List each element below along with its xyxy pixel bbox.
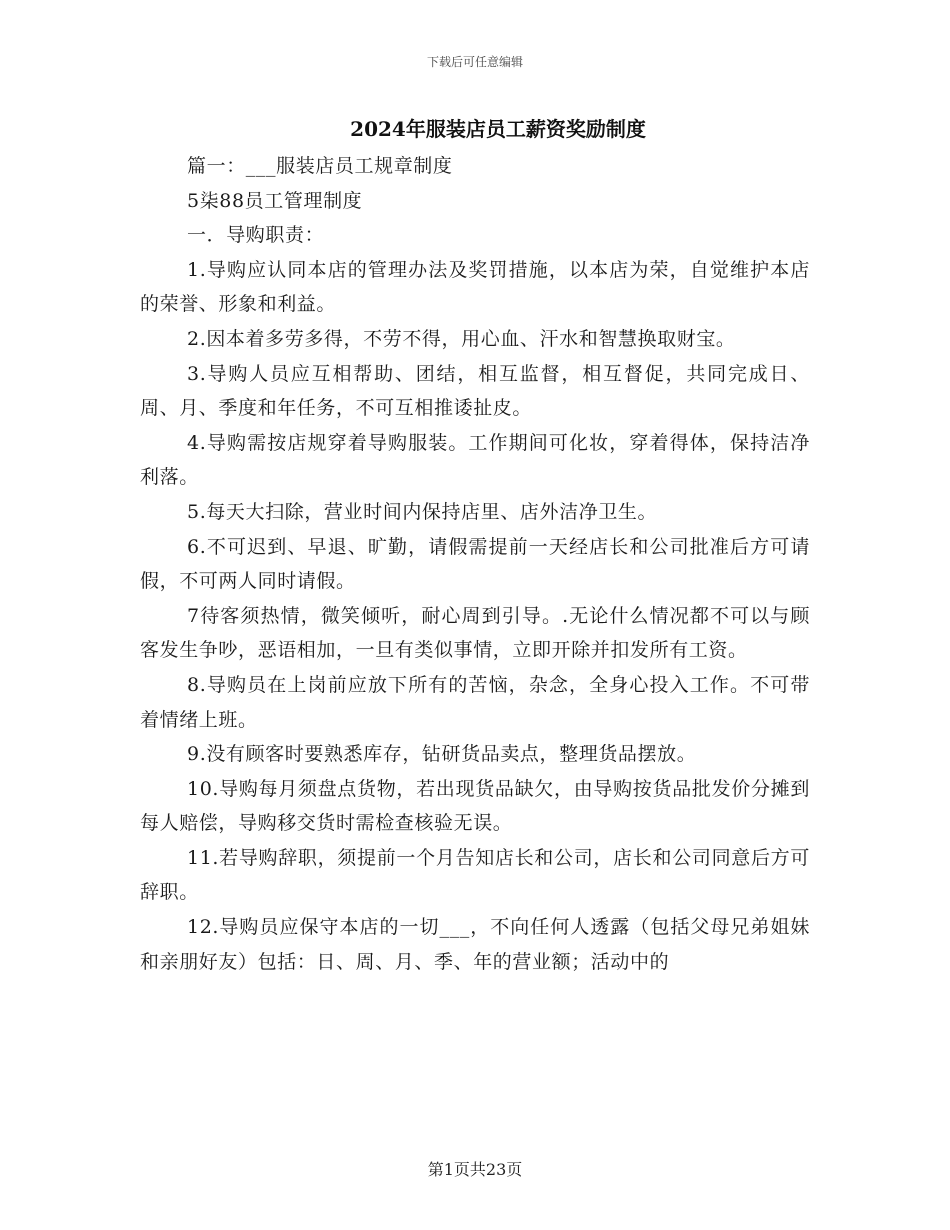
document-title: 2024年服装店员工薪资奖励制度 — [350, 117, 646, 141]
paragraph: 12.导购员应保守本店的一切___，不向任何人透露（包括父母兄弟姐妹和亲朋好友）包括：日、周、月、季、年的营业额；活动中的 — [140, 916, 810, 973]
paragraph: 篇一：___服装店员工规章制度 — [187, 155, 453, 177]
paragraph: 10.导购每月须盘点货物，若出现货品缺欠，由导购按货品批发价分摊到每人赔偿，导购移交货时需检查核验无误。 — [140, 777, 810, 835]
paragraph: 2.因本着多劳多得，不劳不得，用心血、汗水和智慧换取财宝。 — [187, 327, 736, 350]
paragraph: 7待客须热情，微笑倾听，耐心周到引导。.无论什么情况都不可以与顾客发生争吵，恶语相加，一旦有类似事情，立即开除并扣发所有工资。 — [140, 604, 810, 662]
paragraph: 9.没有顾客时要熟悉库存，钻研货品卖点，整理货品摆放。 — [187, 743, 697, 766]
paragraph: 6.不可迟到、早退、旷勤，请假需提前一天经店长和公司批准后方可请假，不可两人同时请假。 — [140, 535, 810, 593]
paragraph: 4.导购需按店规穿着导购服装。工作期间可化妆，穿着得体，保持洁净利落。 — [140, 431, 810, 489]
header-note: 下载后可任意编辑 — [426, 55, 523, 69]
paragraph: 8.导购员在上岗前应放下所有的苦恼，杂念，全身心投入工作。不可带着情绪上班。 — [140, 673, 810, 731]
paragraph: 1.导购应认同本店的管理办法及奖罚措施，以本店为荣，自觉维护本店的荣誉、形象和利益。 — [140, 258, 810, 316]
paragraph: 一．导购职责： — [187, 224, 325, 247]
paragraph: 5柒88员工管理制度 — [187, 189, 363, 212]
page-footer: 第1页共23页 — [427, 1160, 523, 1179]
document-body — [140, 149, 810, 979]
paragraph: 11.若导购辞职，须提前一个月告知店长和公司，店长和公司同意后方可辞职。 — [140, 846, 810, 904]
paragraph: 5.每天大扫除，营业时间内保持店里、店外洁净卫生。 — [187, 500, 658, 523]
paragraph: 3.导购人员应互相帮助、团结，相互监督，相互督促，共同完成日、周、月、季度和年任务，不可互相推诿扯皮。 — [140, 362, 810, 420]
